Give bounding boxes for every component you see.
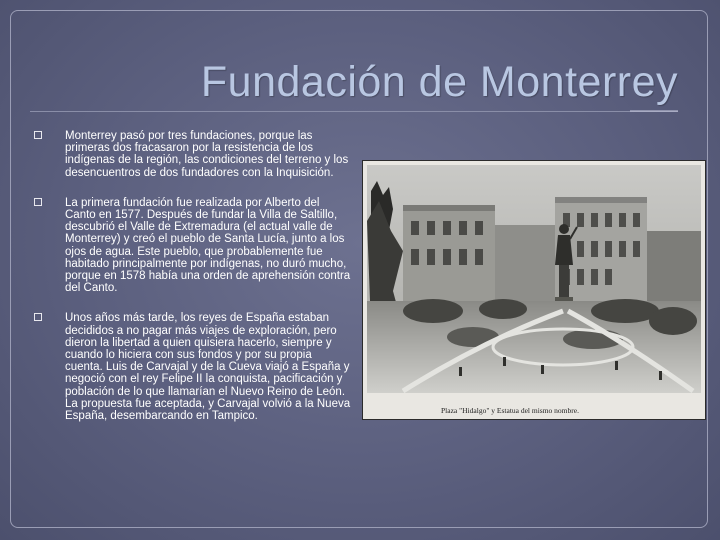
bullet-box-icon [34,131,42,139]
slide-title: Fundación de Monterrey [200,58,678,106]
bullet-box-icon [34,313,42,321]
title-divider [30,111,678,112]
bullet-box-icon [34,198,42,206]
bullet-item [34,197,352,295]
bullet-item [34,312,352,422]
plaza-photo-illustration [363,161,705,419]
photo-caption: Plaza "Hidalgo" y Estatua del mismo nombre. [441,406,579,415]
bullet-list [34,130,352,440]
plaza-photo [362,160,706,420]
bullet-text: La primera fundación fue realizada por Alberto del Canto en 1577. Después de fundar la Villa de Saltillo, descubrió el Valle de Extremadura (el actual valle de Monterrey) y creó el pueblo de Santa Lucía, junto a los ojos de agua. Este pueblo, que probablemente fue habitado principalmente por indígenas, no duró mucho, porque en 1578 había una orden de aprehensión contra del Canto. [65,196,351,295]
bullet-text: Monterrey pasó por tres fundaciones, porque las primeras dos fracasaron por la resistencia de los indígenas de la región, las condiciones del terreno y los desencuentros de dos fundadores con la Inquisición. [65,130,349,179]
divider-cap [630,108,678,114]
bullet-text: Unos años más tarde, los reyes de España estaban decididos a no pagar más viajes de exploración, pero dieron la libertad a quien quisiera hacerlo, siempre y cuando lo hiciera con sus fondos y por su propia cuenta. Luis de Carvajal y de la Cueva viajó a España y negoció con el rey Felipe II la conquista, pacificación y población de lo que llamarían el Nuevo Reino de León. La propuesta fue aceptada, y Carvajal volvió a la Nueva España, desembarcando en Tampico. [65,312,351,423]
bullet-item [34,130,352,179]
